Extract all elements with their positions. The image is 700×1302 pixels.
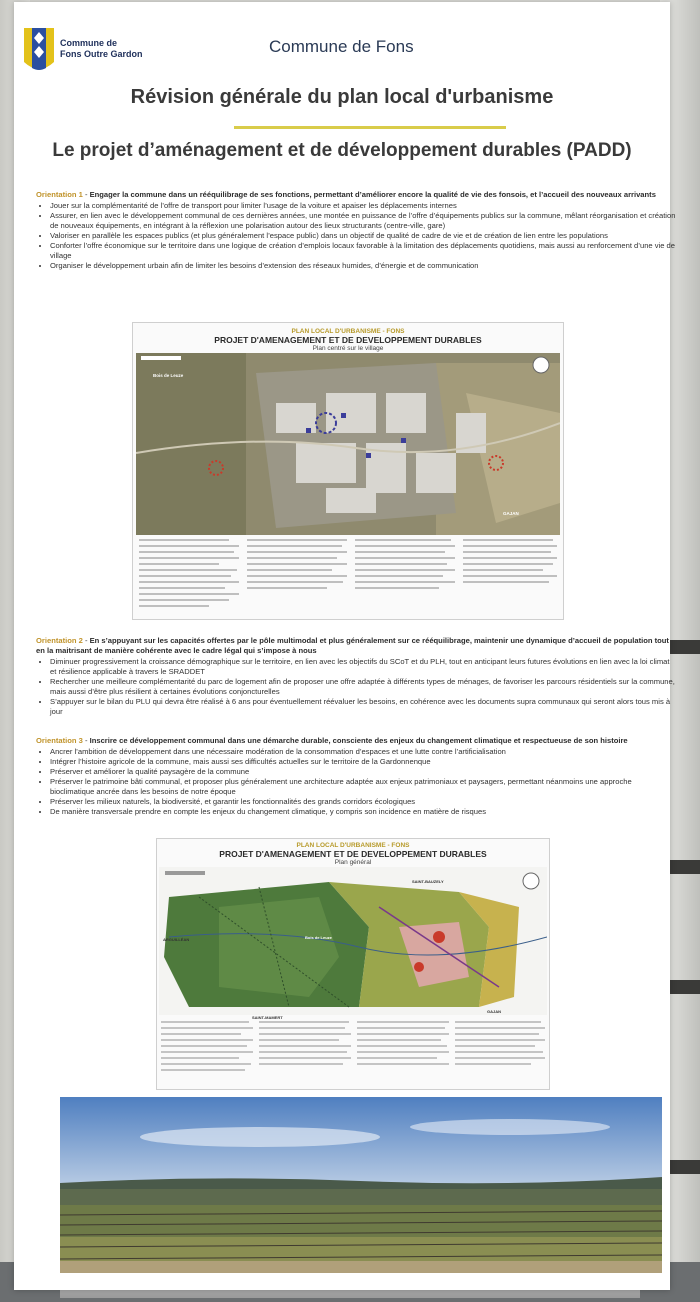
rollup-banner xyxy=(14,2,676,1290)
commune-general-map xyxy=(159,867,547,1015)
map1-legend xyxy=(139,537,557,617)
map2-title-main: PROJET D'AMENAGEMENT ET DE DEVELOPPEMENT DURABLES xyxy=(219,849,487,859)
list-item: • Organiser le développement urbain afin de limiter les besoins d’extension des réseaux humides, d’énergie et de communication xyxy=(50,261,676,271)
map2-legend-graphic xyxy=(161,1019,545,1085)
coat-of-arms-icon xyxy=(24,28,54,76)
map2-label-arguillean: ARGUILLÉAN xyxy=(163,937,190,942)
list-item: • Préserver et améliorer la qualité paysagère de la commune xyxy=(50,767,676,777)
general-map-panel xyxy=(156,838,550,1090)
list-item: • Ancrer l’ambition de développement dans une nécessaire modération de la consommation d’espaces et une lutte contre l’artificialisation xyxy=(50,747,676,757)
orientation-1-list xyxy=(36,201,676,271)
orientation-2-list xyxy=(36,657,676,717)
map2-title xyxy=(157,842,549,866)
map1-subtitle: Plan centré sur le village xyxy=(312,345,384,352)
title-divider xyxy=(234,126,506,129)
list-item: • Diminuer progressivement la croissance démographique sur le territoire, en lien avec les objectifs du SCoT et du PLH, tout en anticipant leurs futures évolutions en lien avec la loi climat et résilience applicable à travers le SRADDET xyxy=(50,657,676,677)
list-item: • Rechercher une meilleure complémentarité du parc de logement afin de proposer une offre adaptée à différents types de ménages, de favoriser les parcours résidentiels sur la commune, mais aussi d’être plus résilient à certaines évolutions conjoncturelles xyxy=(50,677,676,697)
map2-subtitle: Plan général xyxy=(334,859,372,866)
list-item: • De manière transversale prendre en compte les enjeux du changement climatique, y compris son incidence en matière de risques xyxy=(50,807,676,817)
orientation-3-label: Orientation 3 xyxy=(36,736,83,745)
commune-name: Commune de Fons xyxy=(269,37,414,56)
map1-label-gajan: GAJAN xyxy=(503,511,519,516)
logo-text-line1: Commune de xyxy=(60,38,118,48)
page-title: Révision générale du plan local d'urbanisme xyxy=(130,86,554,108)
orientation-2-label: Orientation 2 xyxy=(36,636,83,645)
map1-label-bois: Bois de Leuze xyxy=(153,373,184,378)
map2-label-saint-bauzely: SAINT-BAUZELY xyxy=(412,879,444,884)
map2-label-saint-mamert: SAINT-MAMERT xyxy=(252,1015,283,1020)
page-subtitle: Le projet d’aménagement et de développement durables (PADD) xyxy=(52,140,632,161)
list-item: • Valoriser en parallèle les espaces publics (et plus généralement l’espace public) dans un objectif de qualité de cadre de vie et de création de lien entre les populations xyxy=(50,231,676,241)
orientation-1-label: Orientation 1 xyxy=(36,190,83,199)
map1-legend-graphic xyxy=(139,537,557,617)
map2-label-gajan: GAJAN xyxy=(487,1009,502,1014)
map1-title-main: PROJET D'AMENAGEMENT ET DE DEVELOPPEMENT DURABLES xyxy=(214,335,482,345)
orientation-3-heading: Inscrire ce développement communal dans une démarche durable, consciente des enjeux du changement climatique et respectueuse de son histoire xyxy=(89,736,628,745)
map2-label-bois: Bois de Leuze xyxy=(305,935,332,940)
list-item: • Conforter l’offre économique sur le territoire dans une logique de création d’emplois locaux favorable à la limitation des déplacements quotidiens, mais aussi au renforcement d’une vie de village xyxy=(50,241,676,261)
list-item: • Jouer sur la complémentarité de l’offre de transport pour limiter l’usage de la voiture et apaiser les déplacements internes xyxy=(50,201,676,211)
village-aerial-map xyxy=(136,353,560,535)
orientation-3-block: Orientation 3 - Inscrire ce développement communal dans une démarche durable, consciente des enjeux du changement climatique et respectueuse de son histoire • Ancrer l’ambition de développement dans une nécessaire modération de la consommation d’espaces et une lutte contre l’artificialisation • Intégrer l’histoire agricole de la commune, mais aussi ses difficultés actuelles sur le territoire de la Gardonnenque • Préserver et améliorer la qualité paysagère de la commune • Préserver le patrimoine bâti communal, et proposer plus généralement une architecture adaptée aux enjeux patrimoniaux et paysagers, permettant néanmoins une approche bioclimatique ancrée dans les besoins de notre époque • Préserver les milieux naturels, la biodiversité, et garantir les fonctionnalités des grands corridors écologiques • De manière transversale prendre en compte les enjeux du changement climatique, y compris son incidence en matière de risques xyxy=(36,736,676,817)
landscape-photo xyxy=(60,1097,662,1273)
list-item: • Intégrer l’histoire agricole de la commune, mais aussi ses difficultés actuelles sur le territoire de la Gardonnenque xyxy=(50,757,676,767)
orientation-1-block: Orientation 1 - Engager la commune dans un rééquilibrage de ses fonctions, permettant d’améliorer encore la qualité de vie des fonsois, et l’accueil des nouveaux arrivants • Jouer sur la complémentarité de l’offre de transport pour limiter l’usage de la voiture et apaiser les déplacements internes • Assurer, en lien avec le développement communal de ces dernières années, une montée en puissance de l’offre d’équipements publics sur la commune, mêlant réorganisation et création de nouveaux équipements, en intégrant à la réflexion une polarisation autour des lieux structurants (centre-ville, gare) • Valoriser en parallèle les espaces publics (et plus généralement l’espace public) dans un objectif de qualité de cadre de vie et de création de lien entre les populations • Conforter l’offre économique sur le territoire dans une logique de création d’emplois locaux favorable à la limitation des déplacements quotidiens, mais aussi au renforcement d’une vie de village • Organiser le développement urbain afin de limiter les besoins d’extension des réseaux humides, d’énergie et de communication xyxy=(36,190,676,271)
list-item: • Assurer, en lien avec le développement communal de ces dernières années, une montée en puissance de l’offre d’équipements publics sur la commune, mêlant réorganisation et création de nouveaux équipements, en intégrant à la réflexion une polarisation autour des lieux structurants (centre-ville, gare) xyxy=(50,211,676,231)
orientation-2-heading: En s’appuyant sur les capacités offertes par le pôle multimodal et plus généralement sur ce rééquilibrage, maintenir une dynamique d’accueil de population tout en la maitrisant de manière cohérente avec le cadre légal qui s’impose à nous xyxy=(36,636,669,655)
logo-text-line2: Fons Outre Gardon xyxy=(60,49,143,59)
logo-text xyxy=(60,38,143,60)
orientation-1-heading: Engager la commune dans un rééquilibrage de ses fonctions, permettant d’améliorer encore la qualité de vie des fonsois, et l’accueil des nouveaux arrivants xyxy=(89,190,656,199)
map2-title-small: PLAN LOCAL D'URBANISME - FONS xyxy=(296,842,410,849)
map2-legend xyxy=(161,1019,545,1085)
map1-title-small: PLAN LOCAL D'URBANISME - FONS xyxy=(291,328,405,335)
list-item: • S’appuyer sur le bilan du PLU qui devra être réalisé à 6 ans pour éventuellement réévaluer les besoins, en cohérence avec les documents supra communaux qui seront alors tous mis à jour xyxy=(50,697,676,717)
map1-title xyxy=(133,328,563,352)
orientation-2-block: Orientation 2 - En s’appuyant sur les capacités offertes par le pôle multimodal et plus généralement sur ce rééquilibrage, maintenir une dynamique d’accueil de population tout en la maitrisant de manière cohérente avec le cadre légal qui s’impose à nous • Diminuer progressivement la croissance démographique sur le territoire, en lien avec les objectifs du SCoT et du PLH, tout en anticipant leurs futures évolutions en lien avec la loi climat et résilience applicable à travers le SRADDET • Rechercher une meilleure complémentarité du parc de logement afin de proposer une offre adaptée à différents types de ménages, de favoriser les parcours résidentiels sur la commune, mais aussi d’être plus résilient à certaines évolutions conjoncturelles • S’appuyer sur le bilan du PLU qui devra être réalisé à 6 ans pour éventuellement réévaluer les besoins, en cohérence avec les documents supra communaux qui seront alors tous mis à jour xyxy=(36,636,676,717)
list-item: • Préserver le patrimoine bâti communal, et proposer plus généralement une architecture adaptée aux enjeux patrimoniaux et paysagers, permettant néanmoins une approche bioclimatique ancrée dans les besoins de notre époque xyxy=(50,777,676,797)
village-map-panel xyxy=(132,322,564,620)
list-item: • Préserver les milieux naturels, la biodiversité, et garantir les fonctionnalités des grands corridors écologiques xyxy=(50,797,676,807)
orientation-3-list xyxy=(36,747,676,817)
